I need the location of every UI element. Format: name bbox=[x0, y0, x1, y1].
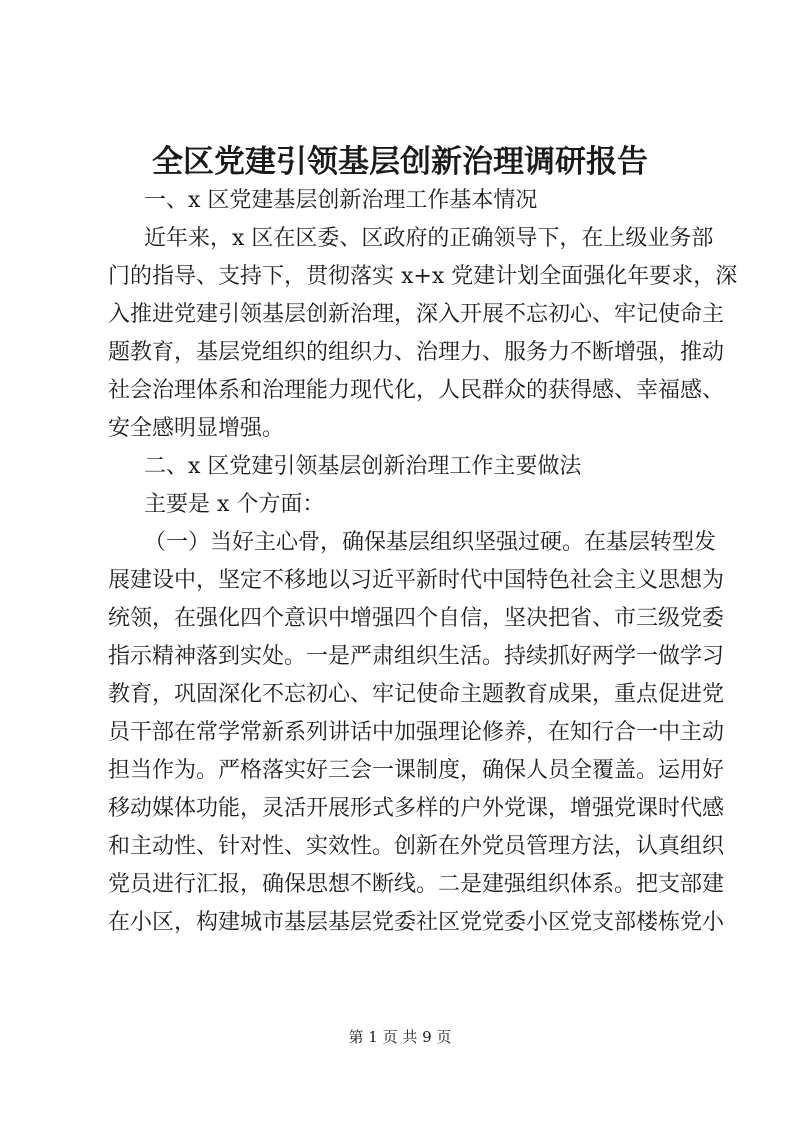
document-title: 全区党建引领基层创新治理调研报告 bbox=[152, 144, 648, 180]
text-line: 一、x 区党建基层创新治理工作基本情况 bbox=[144, 188, 538, 213]
text-line: 入推进党建引领基层创新治理，深入开展不忘初心、牢记使命主 bbox=[108, 302, 725, 327]
text-line: （一）当好主心骨，确保基层组织坚强过硬。在基层转型发 bbox=[144, 530, 717, 555]
text-line: 指示精神落到实处。一是严肃组织生活。持续抓好两学一做学习 bbox=[108, 644, 725, 669]
text-line: 二、x 区党建引领基层创新治理工作主要做法 bbox=[144, 454, 582, 479]
text-line: 员干部在常学常新系列讲话中加强理论修养，在知行合一中主动 bbox=[108, 720, 725, 745]
text-line: 担当作为。严格落实好三会一课制度，确保人员全覆盖。运用好 bbox=[108, 758, 725, 783]
text-line: 在小区，构建城市基层基层党委社区党党委小区党支部楼栋党小 bbox=[108, 910, 725, 935]
document-body bbox=[108, 182, 738, 942]
page-footer: 第 1 页 共 9 页 bbox=[348, 1028, 452, 1046]
text-line: 近年来，x 区在区委、区政府的正确领导下，在上级业务部 bbox=[144, 226, 714, 251]
text-line: 教育，巩固深化不忘初心、牢记使命主题教育成果，重点促进党 bbox=[108, 682, 725, 707]
text-line: 主要是 x 个方面： bbox=[144, 492, 325, 517]
text-line: 展建设中，坚定不移地以习近平新时代中国特色社会主义思想为 bbox=[108, 568, 725, 593]
text-line: 门的指导、支持下，贯彻落实 x+x 党建计划全面强化年要求，深 bbox=[108, 264, 738, 289]
text-line: 安全感明显增强。 bbox=[108, 416, 285, 441]
text-line: 题教育，基层党组织的组织力、治理力、服务力不断增强，推动 bbox=[108, 340, 725, 365]
text-line: 社会治理体系和治理能力现代化，人民群众的获得感、幸福感、 bbox=[108, 378, 725, 403]
text-line: 党员进行汇报，确保思想不断线。二是建强组织体系。把支部建 bbox=[108, 872, 725, 897]
text-line: 统领，在强化四个意识中增强四个自信，坚决把省、市三级党委 bbox=[108, 606, 725, 631]
text-line: 和主动性、针对性、实效性。创新在外党员管理方法，认真组织 bbox=[108, 834, 725, 859]
text-line: 移动媒体功能，灵活开展形式多样的户外党课，增强党课时代感 bbox=[108, 796, 725, 821]
